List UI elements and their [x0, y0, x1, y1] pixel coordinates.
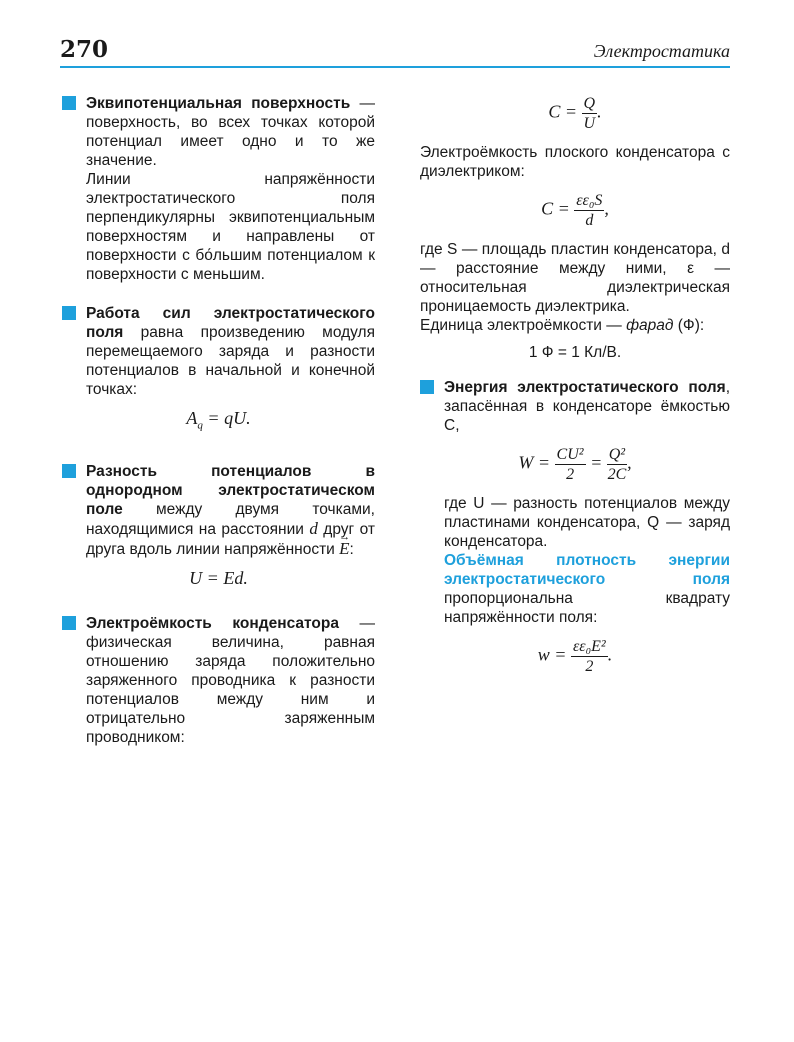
bullet-marker: [62, 96, 76, 110]
header-rule: [60, 66, 730, 68]
bullet-marker: [62, 616, 76, 630]
vector-e: → E: [339, 539, 349, 558]
def-energy: , запасённая в конденсаторе ёмкостью C,: [444, 379, 730, 434]
para-unit: Единица электроёмкости — фарад (Ф):: [420, 317, 705, 334]
def-work: равна произведению модуля перемещаемого заряда и разности потенциалов в начальной и конечной точках:: [86, 324, 375, 398]
para-where-flat: где S — площадь пластин конденсатора, d — расстояние между ними, ε — относительная диэлектрическая проницаемость диэлектрика.: [420, 241, 730, 315]
formula-work: $A_q$ = qU.: [186, 408, 251, 432]
term-work: Работа сил электростатического поля: [86, 305, 375, 341]
def-capacitance: — физическая величина, равная отношению заряда положительно заряженного проводника к разности потенциалов между ним и отрицательно заряженным проводником:: [86, 614, 375, 746]
term-equipotential: Эквипотенциальная поверхность: [86, 95, 351, 112]
formula-capacitance: C = $\frac{Q}{U}$ .: [548, 95, 602, 132]
term-potential-difference: Разность потенциалов в однородном электростатическом поле: [86, 462, 375, 518]
formula-energy: W = $\frac{\text{CU²}}{2}$ = $\frac{\text{Q²}}{2C}$ ,: [518, 446, 632, 483]
left-column: [62, 94, 375, 747]
term-capacitance: Электроёмкость конденсатора: [86, 614, 339, 632]
term-energy-density: Объёмная плотность энергии электростатического поля: [444, 552, 730, 588]
bullet-marker: [62, 464, 76, 478]
right-column: [420, 94, 730, 686]
bullet-marker: [420, 380, 434, 394]
def-equipotential: — поверхность, во всех точках которой потенциал имеет одно и то же значение.: [86, 95, 375, 169]
entry-work: [62, 304, 375, 399]
page-header: [60, 36, 730, 66]
term-energy: Энергия электростатического поля: [444, 379, 726, 396]
bullet-marker: [62, 306, 76, 320]
entry-potential-difference: Разность потенциалов в однородном электростатическом поле между двумя точками, находящимися на расстоянии d друг от друга вдоль линии напряжённости → E:: [62, 462, 375, 559]
entry-capacitance: [62, 614, 375, 747]
formula-unit: 1 Ф = 1 Кл/В.: [528, 344, 622, 361]
formula-flat-capacitor: C = $\frac{\text{εε₀S}}{d}$ ,: [541, 192, 609, 229]
formula-potential-difference: U = Ed.: [189, 567, 248, 588]
para-field-lines: Линии напряжённости электростатического поля перпендикулярны эквипотенциальным поверхностям и направлены от поверхности с бо́льшим потенциалом к поверхности с меньшим.: [86, 171, 375, 283]
para-where-energy: где U — разность потенциалов между пластинами конденсатора, Q — заряд конденсатора.: [444, 495, 730, 550]
formula-energy-density: w = $\frac{\text{εε₀E²}}{2}$ .: [537, 638, 613, 675]
running-title: Электростатика: [593, 41, 730, 61]
entry-energy: [420, 378, 730, 435]
para-flat-capacitor: Электроёмкость плоского конденсатора с диэлектриком:: [420, 144, 730, 180]
page-number: 270: [60, 36, 109, 63]
para-energy-density: Объёмная плотность энергии электростатического поля пропорциональна квадрату напряжённости поля:: [444, 552, 730, 626]
entry-equipotential: [62, 94, 375, 170]
